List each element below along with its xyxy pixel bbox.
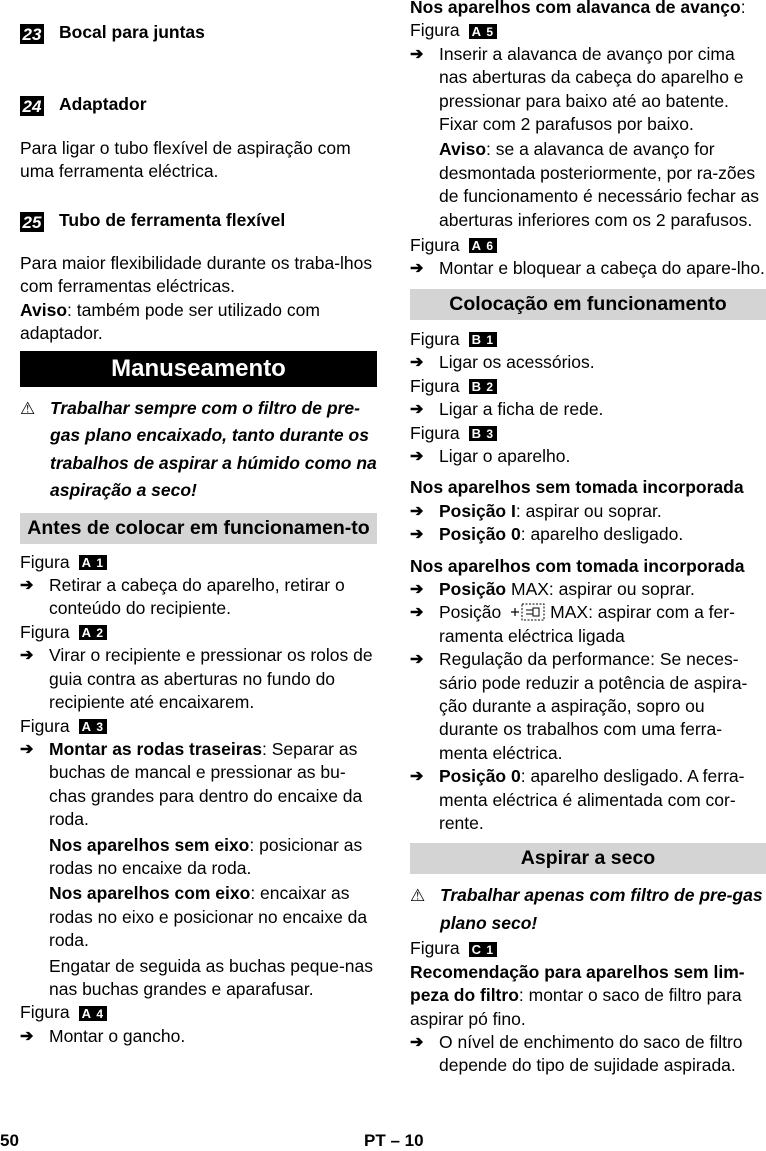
- arrow-right-icon: ➔: [410, 604, 424, 622]
- figura-label: Figura: [20, 621, 70, 642]
- section-24-heading: [20, 93, 377, 116]
- list-item: ➔ Montar e bloquear a cabeça do apare-lho.: [410, 257, 766, 280]
- section-23-heading: [20, 21, 377, 44]
- alavanca-heading: Nos aparelhos com alavanca de avanço:: [410, 0, 746, 17]
- list-item: ➔ Posição 0: aparelho desligado.: [410, 523, 766, 546]
- left-column: [20, 0, 377, 1048]
- list-item: ➔ Virar o recipiente e pressionar os rolos de guia contra as aberturas no fundo do recipiente até encaixarem.: [20, 644, 377, 714]
- figure-badge-icon: B 2: [469, 379, 497, 394]
- arrow-right-icon: ➔: [20, 1027, 34, 1045]
- figure-ref-c1: [410, 937, 766, 960]
- figure-ref-b1: [410, 328, 766, 351]
- list-item: ➔ Posição MAX: aspirar com a fer-ramenta eléctrica ligada: [410, 601, 766, 648]
- arrow-right-icon: ➔: [410, 354, 424, 372]
- list-item: ➔ Ligar a ficha de rede.: [410, 398, 766, 421]
- arrow-right-icon: ➔: [410, 45, 424, 63]
- figure-badge-icon: A 1: [79, 555, 107, 570]
- section-title: Bocal para juntas: [59, 22, 205, 42]
- figure-badge-icon: B 1: [469, 332, 497, 347]
- list-item: ➔ Retirar a cabeça do aparelho, retirar o conteúdo do recipiente.: [20, 574, 377, 621]
- arrow-right-icon: ➔: [20, 577, 34, 595]
- section-number-badge: 23: [20, 24, 44, 44]
- section-number-badge: 25: [20, 212, 44, 232]
- recomendacao-note: Recomendação para aparelhos sem lim-peza do filtro: montar o saco de filtro para aspirar pó fino.: [410, 961, 745, 1029]
- list-item: ➔ Ligar os acessórios.: [410, 351, 766, 374]
- figure-ref-b3: [410, 422, 766, 445]
- arrow-right-icon: ➔: [410, 1034, 424, 1052]
- aviso-text: : também pode ser utilizado com adaptador.: [20, 299, 320, 344]
- section-title: Tubo de ferramenta flexível: [59, 209, 286, 230]
- warning-text: Trabalhar apenas com filtro de pre-gas plano seco!: [440, 885, 763, 933]
- figure-badge-icon: A 6: [469, 238, 497, 253]
- sub-note: Engatar de seguida as buchas peque-nas nas buchas grandes e aparafusar.: [49, 955, 373, 999]
- colocacao-band: Colocação em funcionamento: [410, 289, 766, 320]
- page-number: 50: [0, 1131, 19, 1150]
- arrow-right-icon: ➔: [410, 401, 424, 419]
- list-item: ➔ Montar as rodas traseiras: Separar as buchas de mancal e pressionar as bu-chas grandes para dentro do encaixe da roda.: [20, 738, 377, 832]
- warning-text: Trabalhar sempre com o filtro de pre-gas plano encaixado, tanto durante os trabalhos de aspirar a húmido como na aspiração a seco!: [50, 397, 377, 501]
- figure-badge-icon: A 5: [469, 24, 497, 39]
- sub-note: Nos aparelhos sem eixo: posicionar as rodas no encaixe da roda.: [49, 834, 363, 878]
- figure-ref-a1: [20, 551, 377, 574]
- warning-note: [410, 882, 766, 937]
- arrow-right-icon: ➔: [410, 768, 424, 786]
- figure-badge-icon: B 3: [469, 426, 497, 441]
- manuseamento-banner: Manuseamento: [20, 351, 377, 387]
- figure-ref-b2: [410, 375, 766, 398]
- sub-note: Nos aparelhos com eixo: encaixar as rodas no eixo e posicionar no encaixe da roda.: [49, 883, 368, 951]
- adapter-description: Para ligar o tubo flexível de aspiração com uma ferramenta eléctrica.: [20, 137, 351, 182]
- right-column: [410, 0, 766, 1078]
- figura-label: Figura: [410, 422, 460, 443]
- section-number-badge: 24: [20, 96, 44, 116]
- figure-badge-icon: A 4: [79, 1006, 107, 1021]
- list-item: ➔ O nível de enchimento do saco de filtro depende do tipo de sujidade aspirada.: [410, 1031, 766, 1078]
- list-item: ➔ Posição MAX: aspirar ou soprar.: [410, 578, 766, 601]
- figura-label: Figura: [20, 1002, 70, 1023]
- figura-label: Figura: [20, 715, 70, 736]
- section-title: Adaptador: [59, 94, 147, 115]
- arrow-right-icon: ➔: [410, 651, 424, 669]
- page-label: PT – 10: [364, 1131, 424, 1150]
- figura-label: Figura: [410, 375, 460, 396]
- figure-ref-a2: [20, 621, 377, 644]
- sem-tomada-heading: Nos aparelhos sem tomada incorporada: [410, 477, 744, 498]
- flex-tube-description: Para maior flexibilidade durante os traba-lhos com ferramentas eléctricas.: [20, 253, 373, 297]
- list-item: ➔ Posição I: aspirar ou soprar.: [410, 500, 766, 523]
- arrow-right-icon: ➔: [410, 502, 424, 520]
- arrow-right-icon: ➔: [410, 260, 424, 278]
- section-25-heading: [20, 209, 377, 232]
- figura-label: Figura: [410, 20, 460, 41]
- antes-band: Antes de colocar em funcionamen-to: [20, 513, 377, 544]
- figure-ref-a3: [20, 715, 377, 738]
- list-item: ➔ Regulação da performance: Se neces-sário pode reduzir a potência de aspira-ção durante a aspiração, sopro ou durante os trabalhos com uma ferra-menta eléctrica.: [410, 648, 766, 765]
- figura-label: Figura: [410, 938, 460, 959]
- arrow-right-icon: ➔: [410, 447, 424, 465]
- arrow-right-icon: ➔: [20, 740, 34, 758]
- aviso-label: Aviso: [20, 299, 68, 320]
- figure-badge-icon: A 2: [79, 625, 107, 640]
- figura-label: Figura: [410, 328, 460, 349]
- figura-label: Figura: [20, 551, 70, 572]
- plug-socket-icon: [509, 602, 547, 622]
- aviso-note: [20, 299, 377, 346]
- list-item: ➔ Montar o gancho.: [20, 1025, 377, 1048]
- arrow-right-icon: ➔: [410, 526, 424, 544]
- figure-badge-icon: A 3: [79, 719, 107, 734]
- figure-badge-icon: C 1: [469, 942, 497, 957]
- figure-ref-a5: [410, 19, 766, 42]
- figure-ref-a6: [410, 234, 766, 257]
- list-item: ➔ Ligar o aparelho.: [410, 445, 766, 468]
- figura-label: Figura: [410, 235, 460, 256]
- warning-note: [20, 395, 377, 505]
- arrow-right-icon: ➔: [410, 580, 424, 598]
- list-item: ➔ Inserir a alavanca de avanço por cima nas aberturas da cabeça do aparelho e pressionar para baixo até ao batente. Fixar com 2 parafusos por baixo.: [410, 43, 766, 137]
- aspirar-seco-band: Aspirar a seco: [410, 843, 766, 874]
- com-tomada-heading: Nos aparelhos com tomada incorporada: [410, 555, 745, 576]
- list-item: ➔ Posição 0: aparelho desligado. A ferra-menta eléctrica é alimentada com cor-rente.: [410, 765, 766, 835]
- aviso-note: Aviso: se a alavanca de avanço for desmontada posteriormente, por ra-zões de funcionamento é necessário fechar as aberturas inferiores com os 2 parafusos.: [439, 139, 760, 230]
- warning-triangle-icon: ⚠: [20, 398, 36, 418]
- warning-triangle-icon: ⚠: [410, 886, 426, 906]
- figure-ref-a4: [20, 1001, 377, 1024]
- arrow-right-icon: ➔: [20, 647, 34, 665]
